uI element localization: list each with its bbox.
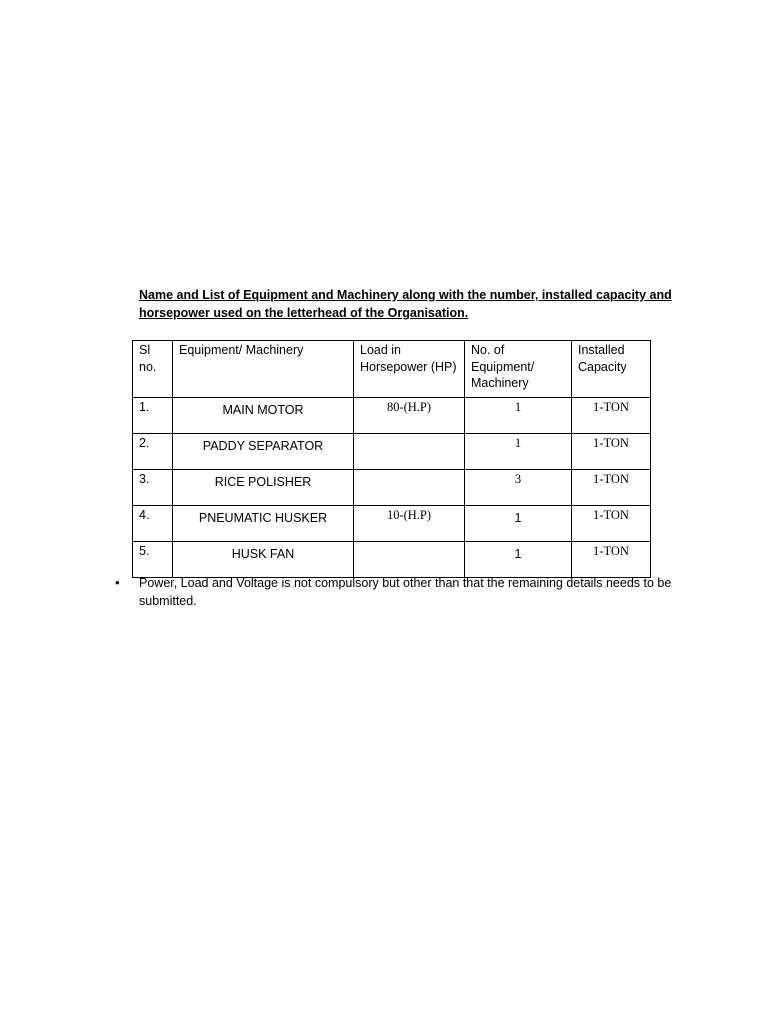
header-sl-no: Sl no. [133,341,173,398]
cell-capacity: 1-TON [572,434,651,470]
cell-count: 1 [465,434,572,470]
cell-equipment: HUSK FAN [173,542,354,578]
table-row [133,542,651,578]
bullet-symbol: • [115,575,120,590]
cell-sl: 4. [133,506,173,542]
cell-load [354,542,465,578]
header-capacity: Installed Capacity [572,341,651,398]
cell-load [354,470,465,506]
cell-capacity: 1-TON [572,398,651,434]
cell-sl: 5. [133,542,173,578]
cell-sl: 3. [133,470,173,506]
table-row [133,434,651,470]
table-row [133,506,651,542]
cell-equipment: PADDY SEPARATOR [173,434,354,470]
table-row [133,470,651,506]
cell-sl: 2. [133,434,173,470]
cell-load: 10-(H.P) [354,506,465,542]
cell-count: 1 [465,506,572,542]
cell-count: 1 [465,542,572,578]
cell-capacity: 1-TON [572,542,651,578]
cell-capacity: 1-TON [572,506,651,542]
table-row [133,398,651,434]
table-header-row [133,341,651,398]
document-heading: Name and List of Equipment and Machinery along with the number, installed capacity and horsepower used on the letterhead of the Organisation. [139,288,672,320]
cell-load [354,434,465,470]
cell-capacity: 1-TON [572,470,651,506]
cell-equipment: RICE POLISHER [173,470,354,506]
bullet-text: Power, Load and Voltage is not compulsory but other than that the remaining details needs to be submitted. [139,576,672,608]
cell-load: 80-(H.P) [354,398,465,434]
header-load: Load in Horsepower (HP) [354,341,465,398]
cell-count: 3 [465,470,572,506]
cell-equipment: PNEUMATIC HUSKER [173,506,354,542]
cell-count: 1 [465,398,572,434]
cell-equipment: MAIN MOTOR [173,398,354,434]
cell-sl: 1. [133,398,173,434]
bullet-note [115,574,675,610]
equipment-table [132,340,651,578]
header-count: No. of Equipment/ Machinery [465,341,572,398]
header-equipment: Equipment/ Machinery [173,341,354,398]
